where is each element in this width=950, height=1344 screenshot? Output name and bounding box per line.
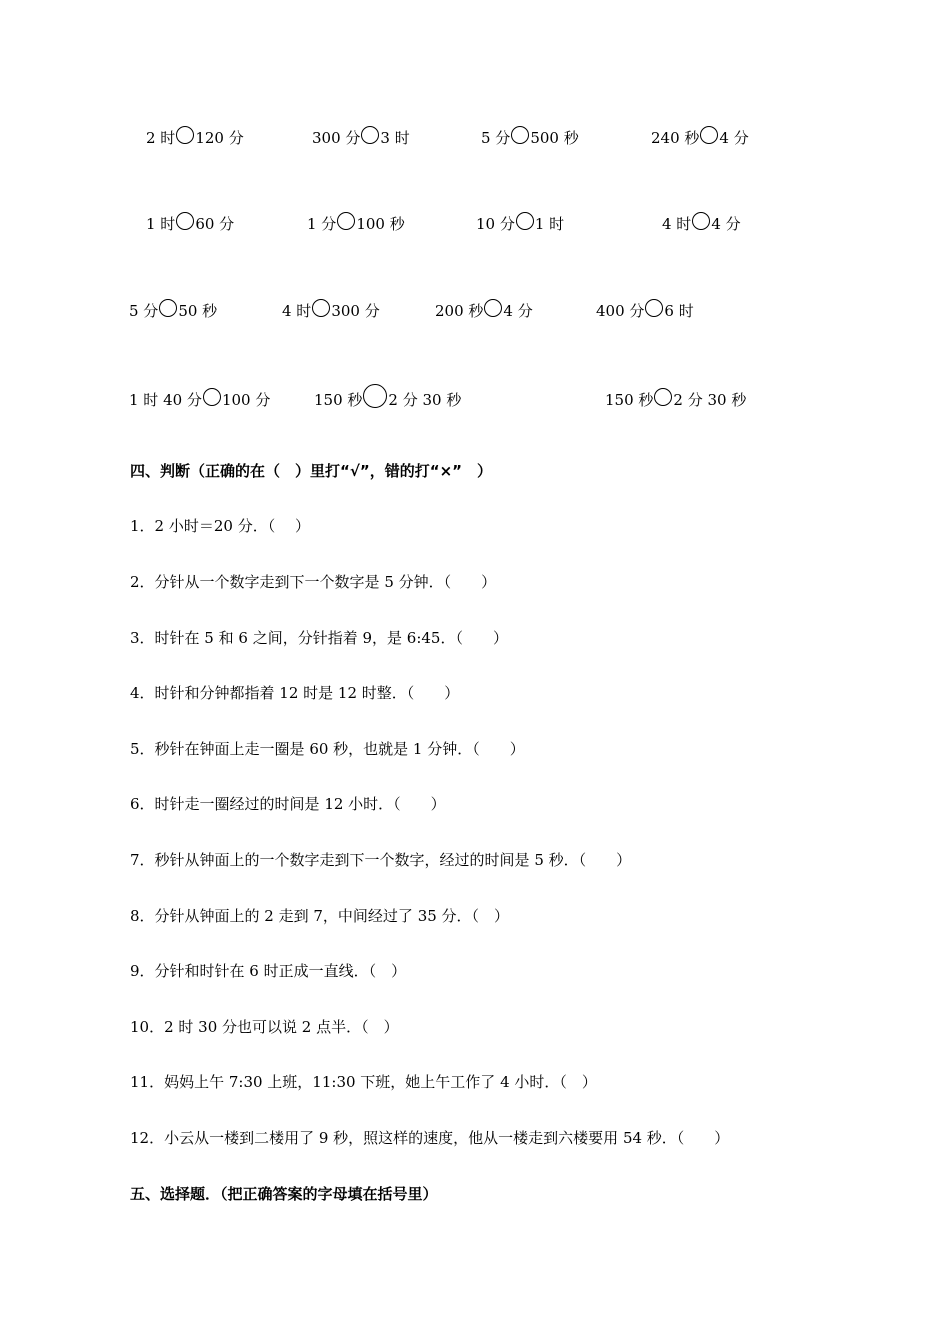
comparison-left: 150 秒: [605, 390, 654, 409]
comparison-row-1: [0, 122, 950, 152]
judgement-question-4: 4．时针和分钟都指着 12 时是 12 时整．（ ）: [130, 684, 460, 702]
comparison-item: [129, 295, 217, 325]
judgement-question-12: 12．小云从一楼到二楼用了 9 秒，照这样的速度，他从一楼走到六楼要用 54 秒．（ ）: [130, 1129, 730, 1147]
comparison-item: [314, 384, 461, 414]
comparison-item: [146, 122, 244, 152]
comparison-item: [605, 384, 746, 414]
comparison-left: 5 分: [481, 128, 511, 147]
comparison-item: [476, 208, 564, 238]
judgement-question-1: 1．2 小时＝20 分．（ ）: [130, 517, 310, 535]
section-4-heading: 四、判断（正确的在（ ）里打“√”，错的打“×” ）: [130, 462, 493, 480]
answer-circle[interactable]: [511, 126, 529, 144]
judgement-question-5: 5．秒针在钟面上走一圈是 60 秒，也就是 1 分钟．（ ）: [130, 740, 525, 758]
section-5-heading: 五、选择题．（把正确答案的字母填在括号里）: [130, 1185, 438, 1203]
comparison-row-2: [0, 208, 950, 238]
comparison-left: 4 时: [662, 214, 692, 233]
comparison-item: [481, 122, 579, 152]
answer-circle[interactable]: [654, 388, 672, 406]
judgement-question-3: 3．时针在 5 和 6 之间，分针指着 9，是 6:45．（ ）: [130, 629, 508, 647]
comparison-item: [312, 122, 410, 152]
answer-circle[interactable]: [176, 126, 194, 144]
comparison-left: 1 时 40 分: [129, 390, 202, 409]
judgement-question-11: 11．妈妈上午 7:30 上班，11:30 下班，她上午工作了 4 小时．（ ）: [130, 1073, 597, 1091]
answer-circle[interactable]: [700, 126, 718, 144]
answer-circle[interactable]: [361, 126, 379, 144]
judgement-question-9: 9．分针和时针在 6 时正成一直线．（ ）: [130, 962, 407, 980]
answer-circle[interactable]: [337, 212, 355, 230]
comparison-left: 1 时: [146, 214, 176, 233]
comparison-left: 240 秒: [651, 128, 700, 147]
answer-circle[interactable]: [312, 299, 330, 317]
comparison-right: 60 分: [195, 214, 235, 233]
comparison-item: [651, 122, 749, 152]
answer-circle[interactable]: [516, 212, 534, 230]
comparison-item: [435, 295, 533, 325]
comparison-right: 3 时: [380, 128, 410, 147]
judgement-question-10: 10．2 时 30 分也可以说 2 点半．（ ）: [130, 1018, 399, 1036]
comparison-right: 300 分: [331, 301, 380, 320]
comparison-item: [307, 208, 405, 238]
comparison-left: 400 分: [596, 301, 645, 320]
comparison-row-4: [0, 384, 950, 414]
comparison-left: 4 时: [282, 301, 312, 320]
comparison-right: 4 分: [711, 214, 741, 233]
comparison-right: 2 分 30 秒: [673, 390, 747, 409]
comparison-item: [662, 208, 741, 238]
answer-circle[interactable]: [363, 384, 387, 408]
comparison-right: 2 分 30 秒: [388, 390, 462, 409]
comparison-left: 150 秒: [314, 390, 363, 409]
comparison-right: 100 分: [221, 390, 271, 409]
answer-circle[interactable]: [692, 212, 710, 230]
answer-circle[interactable]: [203, 388, 221, 406]
comparison-left: 1 分: [307, 214, 337, 233]
comparison-left: 2 时: [146, 128, 176, 147]
comparison-left: 5 分: [129, 301, 159, 320]
comparison-item: [129, 384, 270, 414]
comparison-right: 6 时: [664, 301, 694, 320]
comparison-right: 1 时: [534, 214, 565, 233]
comparison-left: 200 秒: [435, 301, 484, 320]
comparison-right: 120 分: [195, 128, 244, 147]
judgement-question-2: 2．分针从一个数字走到下一个数字是 5 分钟．（ ）: [130, 573, 497, 591]
judgement-question-7: 7．秒针从钟面上的一个数字走到下一个数字，经过的时间是 5 秒．（ ）: [130, 851, 632, 869]
comparison-item: [282, 295, 380, 325]
answer-circle[interactable]: [159, 299, 177, 317]
comparison-row-3: [0, 295, 950, 325]
comparison-item: [596, 295, 694, 325]
answer-circle[interactable]: [484, 299, 502, 317]
comparison-left: 10 分: [476, 214, 515, 233]
comparison-right: 50 秒: [178, 301, 218, 320]
judgement-question-8: 8．分针从钟面上的 2 走到 7，中间经过了 35 分．（ ）: [130, 907, 510, 925]
comparison-left: 300 分: [312, 128, 361, 147]
judgement-question-6: 6．时针走一圈经过的时间是 12 小时．（ ）: [130, 795, 446, 813]
comparison-item: [146, 208, 234, 238]
comparison-right: 4 分: [503, 301, 533, 320]
comparison-right: 4 分: [719, 128, 749, 147]
comparison-right: 500 秒: [530, 128, 579, 147]
comparison-right: 100 秒: [356, 214, 405, 233]
answer-circle[interactable]: [176, 212, 194, 230]
answer-circle[interactable]: [645, 299, 663, 317]
